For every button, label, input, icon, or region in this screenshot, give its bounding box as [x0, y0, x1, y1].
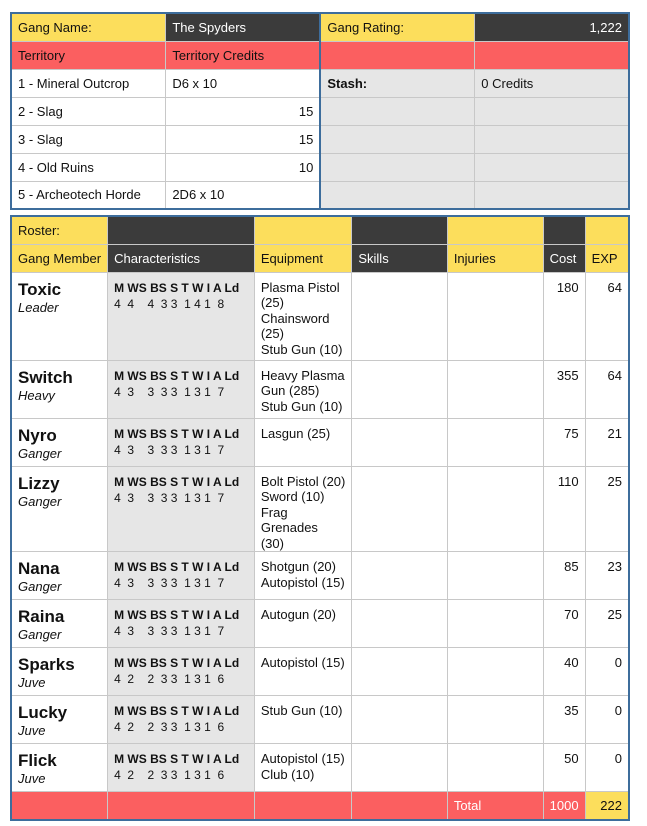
- territory-name[interactable]: 1 - Mineral Outcrop: [11, 69, 166, 97]
- member-name: Toxic: [18, 279, 62, 299]
- equipment-line: Shotgun (20): [260, 559, 336, 574]
- equipment-line: Autopistol (15): [260, 655, 345, 670]
- gang-header-row: [11, 13, 629, 41]
- member-role: Heavy: [18, 387, 55, 403]
- equipment-line: Stub Gun (10): [260, 703, 343, 718]
- stash-empty-cell[interactable]: [475, 97, 629, 125]
- injuries-cell[interactable]: [447, 744, 543, 792]
- skills-cell[interactable]: [352, 744, 447, 792]
- cost-cell[interactable]: 75: [543, 418, 585, 466]
- total-row: [11, 792, 629, 820]
- equipment-line: (25): [260, 326, 284, 341]
- member-cell[interactable]: [11, 466, 108, 552]
- injuries-cell[interactable]: [447, 272, 543, 360]
- stat-labels: M WS BS S T W I A Ld: [114, 704, 240, 718]
- member-cell[interactable]: [11, 552, 108, 600]
- characteristics-cell[interactable]: [108, 360, 255, 418]
- cost-cell[interactable]: 50: [543, 744, 585, 792]
- equipment-cell[interactable]: [254, 552, 352, 600]
- exp-cell[interactable]: 0: [585, 648, 629, 696]
- equipment-line: Autogun (20): [260, 607, 336, 622]
- member-name: Nyro: [18, 425, 57, 445]
- red-spacer-cell: [108, 792, 255, 820]
- stat-values: 4 3 3 3 3 1 3 1 7: [114, 442, 225, 457]
- yellow-spacer-cell: [254, 216, 352, 244]
- characteristics-cell[interactable]: [108, 552, 255, 600]
- gang-name-value[interactable]: The Spyders: [166, 13, 321, 41]
- stash-empty-cell[interactable]: [475, 153, 629, 181]
- stat-labels: M WS BS S T W I A Ld: [114, 474, 240, 489]
- exp-cell[interactable]: 25: [585, 466, 629, 552]
- characteristics-cell[interactable]: [108, 272, 255, 360]
- equipment-cell[interactable]: [254, 600, 352, 648]
- cost-cell[interactable]: 40: [543, 648, 585, 696]
- stat-labels: M WS BS S T W I A Ld: [114, 368, 240, 383]
- member-cell[interactable]: [11, 648, 108, 696]
- member-cell[interactable]: [11, 600, 108, 648]
- skills-column-header: Skills: [352, 244, 447, 272]
- exp-cell[interactable]: 0: [585, 744, 629, 792]
- yellow-spacer-cell: [585, 216, 629, 244]
- stash-empty-cell[interactable]: [475, 125, 629, 153]
- equipment-line: Club (10): [260, 766, 315, 782]
- stat-labels: M WS BS S T W I A Ld: [114, 656, 240, 670]
- member-name: Switch: [18, 367, 73, 387]
- territory-row: [11, 69, 629, 97]
- territory-row: [11, 97, 629, 125]
- territory-row: [11, 181, 629, 209]
- member-name: Nana: [18, 559, 60, 578]
- equipment-line: Bolt Pistol (20): [260, 473, 346, 489]
- equipment-cell[interactable]: [254, 744, 352, 792]
- stash-empty-cell[interactable]: [320, 125, 474, 153]
- member-cell[interactable]: [11, 744, 108, 792]
- equipment-line: Autopistol (15): [260, 574, 345, 590]
- equipment-line: Frag Grenades: [260, 504, 318, 535]
- skills-cell[interactable]: [352, 552, 447, 600]
- equipment-line: Heavy Plasma: [260, 367, 345, 383]
- cost-cell[interactable]: 110: [543, 466, 585, 552]
- member-role: Juve: [18, 723, 46, 738]
- injuries-cell[interactable]: [447, 552, 543, 600]
- member-name: Lucky: [18, 703, 68, 722]
- territory-name[interactable]: 2 - Slag: [11, 97, 166, 125]
- stash-empty-cell[interactable]: [320, 181, 474, 209]
- characteristics-cell[interactable]: [108, 418, 255, 466]
- exp-cell[interactable]: 25: [585, 600, 629, 648]
- equipment-line: Gun (285): [260, 383, 320, 398]
- injuries-cell[interactable]: [447, 360, 543, 418]
- stash-empty-cell[interactable]: [475, 181, 629, 209]
- equipment-cell[interactable]: [254, 466, 352, 552]
- roster-member-row: [11, 360, 629, 418]
- total-label: Total: [447, 792, 543, 820]
- equipment-cell[interactable]: [254, 696, 352, 744]
- equipment-line: (25): [260, 295, 284, 310]
- red-spacer-cell: [254, 792, 352, 820]
- cost-cell[interactable]: 355: [543, 360, 585, 418]
- territory-credits-column-header: Territory Credits: [166, 41, 321, 69]
- roster-table: [10, 215, 630, 821]
- skills-cell[interactable]: [352, 272, 447, 360]
- yellow-spacer-cell: [447, 216, 543, 244]
- exp-cell[interactable]: 64: [585, 360, 629, 418]
- stat-values: 4 3 3 3 3 1 3 1 7: [114, 624, 225, 638]
- roster-member-row: [11, 418, 629, 466]
- stat-values: 4 3 3 3 3 1 3 1 7: [114, 384, 225, 399]
- injuries-cell[interactable]: [447, 466, 543, 552]
- characteristics-column-header: Characteristics: [108, 244, 255, 272]
- roster-member-row: [11, 744, 629, 792]
- skills-cell[interactable]: [352, 418, 447, 466]
- characteristics-cell[interactable]: [108, 744, 255, 792]
- member-role: Leader: [18, 299, 59, 315]
- stash-label: Stash:: [320, 69, 474, 97]
- cost-cell[interactable]: 85: [543, 552, 585, 600]
- cost-cell[interactable]: 70: [543, 600, 585, 648]
- member-name: Flick: [18, 751, 57, 770]
- roster-label-row: [11, 216, 629, 244]
- member-role: Juve: [18, 675, 46, 690]
- characteristics-cell[interactable]: [108, 466, 255, 552]
- red-spacer-cell: [352, 792, 447, 820]
- cost-cell[interactable]: 180: [543, 272, 585, 360]
- injuries-cell[interactable]: [447, 600, 543, 648]
- exp-cell[interactable]: 64: [585, 272, 629, 360]
- gang-rating-label: Gang Rating:: [320, 13, 474, 41]
- roster-member-row: [11, 600, 629, 648]
- skills-cell[interactable]: [352, 466, 447, 552]
- member-role: Ganger: [18, 493, 62, 509]
- injuries-cell[interactable]: [447, 648, 543, 696]
- territory-credits[interactable]: 15: [166, 125, 321, 153]
- territory-credits[interactable]: 15: [166, 97, 321, 125]
- equipment-line: Chainsword: [260, 310, 330, 326]
- equipment-line: Stub Gun (10): [260, 398, 343, 414]
- dark-spacer-cell: [352, 216, 447, 244]
- dark-spacer-cell: [108, 216, 255, 244]
- roster-member-row: [11, 696, 629, 744]
- territory-name[interactable]: 3 - Slag: [11, 125, 166, 153]
- stat-labels: M WS BS S T W I A Ld: [114, 280, 240, 295]
- equipment-line: Plasma Pistol: [260, 279, 340, 295]
- equipment-line: Lasgun (25): [260, 425, 331, 441]
- total-exp: 222: [585, 792, 629, 820]
- stat-values: 4 2 2 3 3 1 3 1 6: [114, 720, 225, 734]
- roster-member-row: [11, 552, 629, 600]
- stat-labels: M WS BS S T W I A Ld: [114, 608, 240, 622]
- equipment-line: (30): [260, 535, 284, 551]
- injuries-cell[interactable]: [447, 696, 543, 744]
- member-cell[interactable]: [11, 272, 108, 360]
- cost-cell[interactable]: 35: [543, 696, 585, 744]
- gang-member-column-header: Gang Member: [11, 244, 108, 272]
- territory-header-row: [11, 41, 629, 69]
- equipment-cell[interactable]: [254, 648, 352, 696]
- exp-cell[interactable]: 0: [585, 696, 629, 744]
- equipment-cell[interactable]: [254, 360, 352, 418]
- member-name: Lizzy: [18, 473, 60, 493]
- gang-info-table: [10, 12, 630, 210]
- red-spacer-cell: [11, 792, 108, 820]
- roster-member-row: [11, 272, 629, 360]
- injuries-cell[interactable]: [447, 418, 543, 466]
- member-name: Sparks: [18, 655, 75, 674]
- territory-name[interactable]: 5 - Archeotech Horde: [11, 181, 166, 209]
- member-role: Ganger: [18, 579, 62, 594]
- exp-cell[interactable]: 23: [585, 552, 629, 600]
- stash-empty-cell[interactable]: [320, 97, 474, 125]
- cost-column-header: Cost: [543, 244, 585, 272]
- member-role: Ganger: [18, 627, 62, 642]
- territory-credits[interactable]: 10: [166, 153, 321, 181]
- territory-name[interactable]: 4 - Old Ruins: [11, 153, 166, 181]
- characteristics-cell[interactable]: [108, 600, 255, 648]
- equipment-line: Sword (10): [260, 489, 325, 504]
- roster-label: Roster:: [11, 216, 108, 244]
- territory-credits[interactable]: D6 x 10: [166, 69, 321, 97]
- red-spacer-cell: [320, 41, 474, 69]
- roster-member-row: [11, 466, 629, 552]
- injuries-column-header: Injuries: [447, 244, 543, 272]
- stat-labels: M WS BS S T W I A Ld: [114, 752, 240, 766]
- member-role: Juve: [18, 771, 46, 786]
- red-spacer-cell: [475, 41, 629, 69]
- dark-spacer-cell: [543, 216, 585, 244]
- equipment-line: Stub Gun (10): [260, 341, 343, 357]
- equipment-cell[interactable]: [254, 418, 352, 466]
- territory-row: [11, 153, 629, 181]
- territory-credits[interactable]: 2D6 x 10: [166, 181, 321, 209]
- member-cell[interactable]: [11, 360, 108, 418]
- gang-name-label: Gang Name:: [11, 13, 166, 41]
- skills-cell[interactable]: [352, 696, 447, 744]
- stat-values: 4 3 3 3 3 1 3 1 7: [114, 576, 225, 590]
- territory-column-header: Territory: [11, 41, 166, 69]
- gang-rating-value[interactable]: 1,222: [475, 13, 629, 41]
- stash-empty-cell[interactable]: [320, 153, 474, 181]
- characteristics-cell[interactable]: [108, 696, 255, 744]
- stat-labels: M WS BS S T W I A Ld: [114, 560, 240, 574]
- roster-header-row: [11, 244, 629, 272]
- exp-cell[interactable]: 21: [585, 418, 629, 466]
- stat-values: 4 3 3 3 3 1 3 1 7: [114, 490, 225, 505]
- member-cell[interactable]: [11, 696, 108, 744]
- territory-row: [11, 125, 629, 153]
- roster-member-row: [11, 648, 629, 696]
- skills-cell[interactable]: [352, 360, 447, 418]
- equipment-column-header: Equipment: [254, 244, 352, 272]
- total-cost: 1000: [543, 792, 585, 820]
- stat-values: 4 2 2 3 3 1 3 1 6: [114, 672, 225, 686]
- exp-column-header: EXP: [585, 244, 629, 272]
- stat-values: 4 4 4 3 3 1 4 1 8: [114, 296, 225, 311]
- stash-value[interactable]: 0 Credits: [475, 69, 629, 97]
- skills-cell[interactable]: [352, 600, 447, 648]
- stat-values: 4 2 2 3 3 1 3 1 6: [114, 768, 225, 782]
- member-name: Raina: [18, 607, 65, 626]
- skills-cell[interactable]: [352, 648, 447, 696]
- stat-labels: M WS BS S T W I A Ld: [114, 426, 240, 441]
- equipment-cell[interactable]: [254, 272, 352, 360]
- member-role: Ganger: [18, 445, 62, 461]
- member-cell[interactable]: [11, 418, 108, 466]
- equipment-line: Autopistol (15): [260, 751, 345, 766]
- characteristics-cell[interactable]: [108, 648, 255, 696]
